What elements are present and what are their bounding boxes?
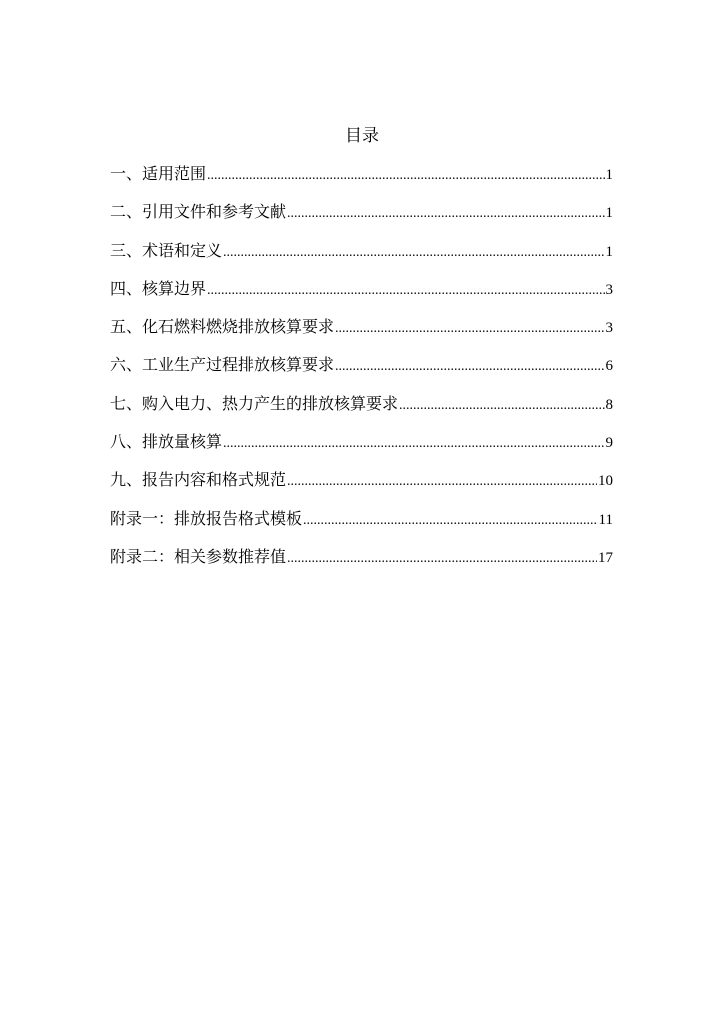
toc-entry-label: 九、报告内容和格式规范: [110, 470, 287, 490]
toc-entry-label: 四、核算边界: [110, 278, 207, 298]
toc-entry-label: 附录二：相关参数推荐值: [110, 546, 287, 566]
toc-entry-page: 9: [605, 435, 613, 452]
toc-entry[interactable]: [110, 430, 613, 468]
toc-entry-page: 1: [605, 243, 613, 260]
toc-entry-label: 二、引用文件和参考文献: [110, 202, 287, 222]
toc-entry-label: 八、排放量核算: [110, 432, 223, 452]
toc-entry[interactable]: [110, 468, 613, 506]
toc-dot-leader: [303, 509, 598, 533]
toc-dot-leader: [223, 432, 604, 456]
toc-entry[interactable]: [110, 507, 613, 545]
toc-entry-label: 一、适用范围: [110, 164, 207, 183]
toc-dot-leader: [207, 279, 604, 303]
toc-list: [110, 162, 613, 583]
toc-entry-page: 10: [598, 473, 613, 490]
toc-entry[interactable]: [110, 162, 613, 200]
toc-entry-page: 8: [605, 396, 613, 413]
toc-entry-page: 3: [605, 281, 613, 298]
toc-dot-leader: [399, 394, 604, 418]
toc-entry[interactable]: [110, 392, 613, 430]
toc-entry-page: 11: [598, 511, 613, 528]
toc-entry-label: 五、化石燃料燃烧排放核算要求: [110, 317, 335, 337]
toc-entry-label: 三、术语和定义: [110, 240, 223, 260]
toc-entry-page: 6: [605, 358, 613, 375]
toc-entry[interactable]: [110, 200, 613, 238]
toc-dot-leader: [287, 470, 597, 494]
toc-title: 目录: [345, 126, 379, 146]
toc-entry-label: 附录一：排放报告格式模板: [110, 508, 303, 528]
toc-dot-leader: [223, 241, 604, 265]
toc-entry[interactable]: [110, 545, 613, 583]
toc-dot-leader: [207, 164, 604, 188]
toc-entry-page: 3: [605, 320, 613, 337]
toc-dot-leader: [335, 355, 604, 379]
toc-entry[interactable]: [110, 277, 613, 315]
toc-dot-leader: [287, 547, 597, 571]
toc-entry-page: 17: [598, 549, 613, 566]
toc-entry-label: 六、工业生产过程排放核算要求: [110, 355, 335, 375]
toc-entry[interactable]: [110, 353, 613, 391]
toc-entry-label: 七、购入电力、热力产生的排放核算要求: [110, 393, 399, 413]
toc-entry[interactable]: [110, 239, 613, 277]
toc-dot-leader: [287, 202, 604, 226]
toc-dot-leader: [335, 317, 604, 341]
toc-entry[interactable]: [110, 315, 613, 353]
toc-entry-page: 1: [605, 205, 613, 222]
toc-entry-page: 1: [605, 167, 613, 183]
